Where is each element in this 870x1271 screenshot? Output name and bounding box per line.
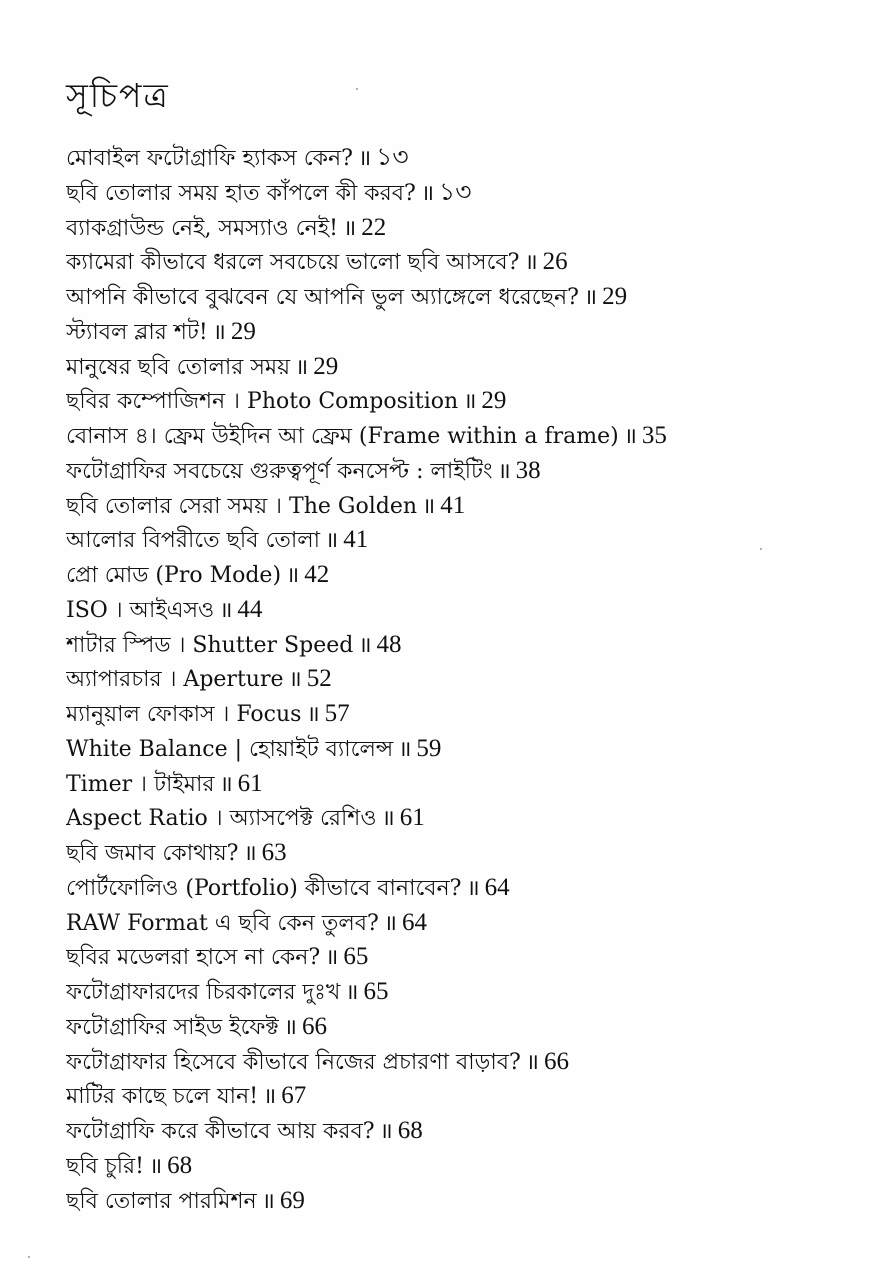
- toc-entry-separator: ॥: [295, 354, 309, 380]
- toc-entry-page-number: 68: [397, 1117, 423, 1144]
- toc-entry: [66, 523, 856, 558]
- toc-entry-page-number: ১৩: [376, 144, 409, 171]
- toc-entry-separator: ॥: [325, 528, 339, 554]
- toc-entry-separator: ॥: [286, 563, 300, 588]
- toc-entry-separator: ॥: [263, 1084, 277, 1110]
- toc-entry-title: মাটির কাছে চলে যান!: [66, 1084, 259, 1110]
- print-speck: [760, 548, 762, 550]
- toc-entry-title: ফটোগ্রাফির সবচেয়ে গুরুত্বপূর্ণ কনসেপ্ট : লাইটিং: [66, 458, 493, 484]
- toc-entry-separator: ॥: [288, 667, 302, 693]
- toc-entry-page-number: 41: [343, 526, 369, 554]
- toc-entry-title: ছবি তোলার সেরা সময় । The Golden: [66, 493, 418, 519]
- print-speck: [28, 1256, 30, 1258]
- toc-entry-title: RAW Format এ ছবি কেন তুলব?: [66, 910, 379, 936]
- toc-entry-separator: ॥: [623, 424, 637, 449]
- toc-entry-separator: ॥: [466, 875, 480, 901]
- toc-entry: [66, 1010, 856, 1045]
- toc-entry-separator: ॥: [306, 702, 320, 727]
- toc-entry: [66, 801, 856, 836]
- toc-entry-page-number: 41: [440, 491, 466, 519]
- toc-entry: [66, 280, 856, 315]
- toc-entry: [66, 1045, 856, 1080]
- toc-entry-page-number: 44: [237, 595, 263, 623]
- toc-entry-page-number: ১৩: [439, 178, 472, 206]
- toc-entry: [66, 141, 856, 176]
- toc-entry-title: ছবির কম্পোজিশন । Photo Composition: [66, 389, 459, 415]
- toc-entry-separator: ॥: [212, 319, 226, 345]
- toc-entry-title: শাটার স্পিড । Shutter Speed: [66, 632, 354, 658]
- toc-entry-title: ফটোগ্রাফার হিসেবে কীভাবে নিজের প্রচারণা বাড়াব?: [66, 1049, 521, 1075]
- toc-entry-separator: ॥: [148, 1153, 163, 1179]
- toc-entry-separator: ॥: [524, 250, 538, 276]
- toc-entry-page-number: 63: [261, 839, 287, 866]
- toc-entry-title: Timer । টাইমার: [66, 771, 215, 797]
- toc-entry-page-number: 65: [363, 978, 389, 1005]
- toc-entry: [66, 940, 856, 975]
- page-title: সূচিপত্র: [66, 76, 170, 115]
- table-of-contents: [66, 141, 856, 1218]
- toc-entry-page-number: 29: [230, 317, 256, 345]
- toc-entry: [66, 836, 856, 871]
- toc-entry-title: White Balance | হোয়াইট ব্যালেন্স: [66, 736, 394, 762]
- toc-entry-separator: ॥: [357, 146, 372, 171]
- toc-entry-separator: ॥: [243, 841, 257, 866]
- toc-entry-title: প্রো মোড (Pro Mode): [66, 563, 282, 588]
- toc-entry-page-number: 57: [324, 700, 350, 727]
- toc-entry-title: ছবির মডেলরা হাসে না কেন?: [66, 945, 321, 971]
- toc-entry: [66, 419, 856, 454]
- toc-entry: [66, 628, 856, 663]
- toc-entry: [66, 593, 856, 628]
- toc-entry-separator: ॥: [497, 458, 511, 484]
- toc-entry-title: ছবি তোলার সময় হাত কাঁপলে কী করব?: [66, 180, 416, 206]
- toc-entry-separator: ॥: [525, 1049, 539, 1075]
- toc-entry-title: ক্যামেরা কীভাবে ধরলে সবচেয়ে ভালো ছবি আসবে?: [66, 250, 520, 276]
- toc-entry-page-number: 48: [376, 630, 402, 658]
- toc-entry-page-number: 29: [602, 283, 628, 310]
- toc-entry-separator: ॥: [343, 215, 357, 241]
- toc-entry-page-number: 22: [361, 213, 387, 241]
- toc-entry-title: আপনি কীভাবে বুঝবেন যে আপনি ভুল অ্যাঙ্গেলে ধরেছেন?: [66, 285, 579, 310]
- toc-entry-title: স্ট্যাবল ব্লার শট!: [66, 319, 208, 345]
- toc-entry-title: ফটোগ্রাফি করে কীভাবে আয় করব?: [66, 1119, 375, 1144]
- toc-entry: [66, 662, 856, 697]
- print-speck: [356, 88, 358, 90]
- toc-entry-separator: ॥: [463, 389, 477, 415]
- toc-entry: [66, 315, 856, 350]
- toc-entry-page-number: 66: [301, 1012, 327, 1040]
- toc-entry-title: ম্যানুয়াল ফোকাস । Focus: [66, 702, 302, 727]
- toc-entry-separator: ॥: [345, 980, 359, 1005]
- toc-entry-title: Aspect Ratio । অ্যাসপেক্ট রেশিও: [66, 806, 377, 832]
- toc-entry-page-number: 68: [167, 1151, 193, 1179]
- toc-entry-separator: ॥: [381, 806, 395, 832]
- toc-entry: [66, 384, 856, 419]
- toc-entry-page-number: 38: [515, 456, 541, 484]
- toc-entry-separator: ॥: [219, 771, 233, 797]
- toc-entry: [66, 732, 856, 767]
- toc-entry: [66, 1114, 856, 1149]
- toc-entry: [66, 767, 856, 802]
- toc-entry-separator: ॥: [325, 945, 339, 971]
- toc-entry-title: ছবি চুরি!: [66, 1153, 144, 1179]
- toc-entry-separator: ॥: [583, 285, 598, 310]
- toc-entry-page-number: 67: [281, 1082, 307, 1110]
- toc-entry-title: পোর্টফোলিও (Portfolio) কীভাবে বানাবেন?: [66, 875, 462, 901]
- toc-entry: [66, 697, 856, 732]
- toc-entry-separator: ॥: [422, 493, 436, 519]
- toc-entry-title: আলোর বিপরীতে ছবি তোলা: [66, 528, 321, 554]
- toc-entry-separator: ॥: [383, 910, 397, 936]
- toc-entry-page-number: 66: [543, 1047, 569, 1075]
- toc-entry: [66, 176, 856, 211]
- toc-entry-title: ছবি জমাব কোথায়?: [66, 841, 239, 866]
- toc-entry-title: মোবাইল ফটোগ্রাফি হ্যাকস কেন?: [66, 146, 353, 171]
- toc-entry: [66, 906, 856, 941]
- toc-entry-page-number: 59: [416, 734, 442, 762]
- toc-entry: [66, 1149, 856, 1184]
- toc-entry-page-number: 52: [306, 665, 332, 693]
- toc-entry-page-number: 26: [542, 248, 568, 276]
- toc-entry-title: মানুষের ছবি তোলার সময়: [66, 354, 291, 380]
- toc-entry: [66, 871, 856, 906]
- toc-entry-page-number: 69: [279, 1186, 305, 1214]
- toc-entry: [66, 1079, 856, 1114]
- toc-entry-title: ব্যাকগ্রাউন্ড নেই, সমস্যাও নেই!: [66, 215, 339, 241]
- toc-entry-page-number: 64: [484, 873, 510, 901]
- toc-entry-title: ISO । আইএসও: [66, 597, 215, 623]
- toc-entry: [66, 975, 856, 1010]
- toc-entry-page-number: 29: [481, 387, 507, 415]
- toc-entry-page-number: 29: [313, 352, 339, 380]
- toc-entry-title: ফটোগ্রাফির সাইড ইফেক্ট: [66, 1014, 279, 1040]
- toc-entry: [66, 245, 856, 280]
- toc-entry: [66, 211, 856, 246]
- toc-entry-page-number: 61: [237, 769, 263, 797]
- toc-entry: [66, 558, 856, 593]
- toc-entry-page-number: 35: [641, 422, 667, 449]
- toc-entry-separator: ॥: [379, 1119, 393, 1144]
- toc-entry-title: ছবি তোলার পারমিশন: [66, 1188, 257, 1214]
- toc-entry: [66, 454, 856, 489]
- toc-entry: [66, 1184, 856, 1219]
- toc-entry-separator: ॥: [261, 1188, 275, 1214]
- toc-entry-separator: ॥: [283, 1014, 297, 1040]
- toc-entry-separator: ॥: [398, 736, 412, 762]
- toc-entry: [66, 350, 856, 385]
- toc-entry: [66, 489, 856, 524]
- toc-entry-title: ফটোগ্রাফারদের চিরকালের দুঃখ: [66, 980, 341, 1005]
- toc-entry-page-number: 61: [399, 804, 425, 832]
- toc-entry-separator: ॥: [420, 180, 435, 206]
- toc-entry-page-number: 64: [401, 908, 427, 936]
- toc-entry-title: বোনাস ৪। ফ্রেম উইদিন আ ফ্রেম (Frame within a frame): [66, 424, 619, 449]
- toc-entry-page-number: 42: [304, 561, 330, 588]
- toc-entry-title: অ্যাপারচার । Aperture: [66, 667, 284, 693]
- toc-entry-page-number: 65: [343, 943, 369, 971]
- toc-entry-separator: ॥: [358, 632, 372, 658]
- toc-entry-separator: ॥: [219, 597, 233, 623]
